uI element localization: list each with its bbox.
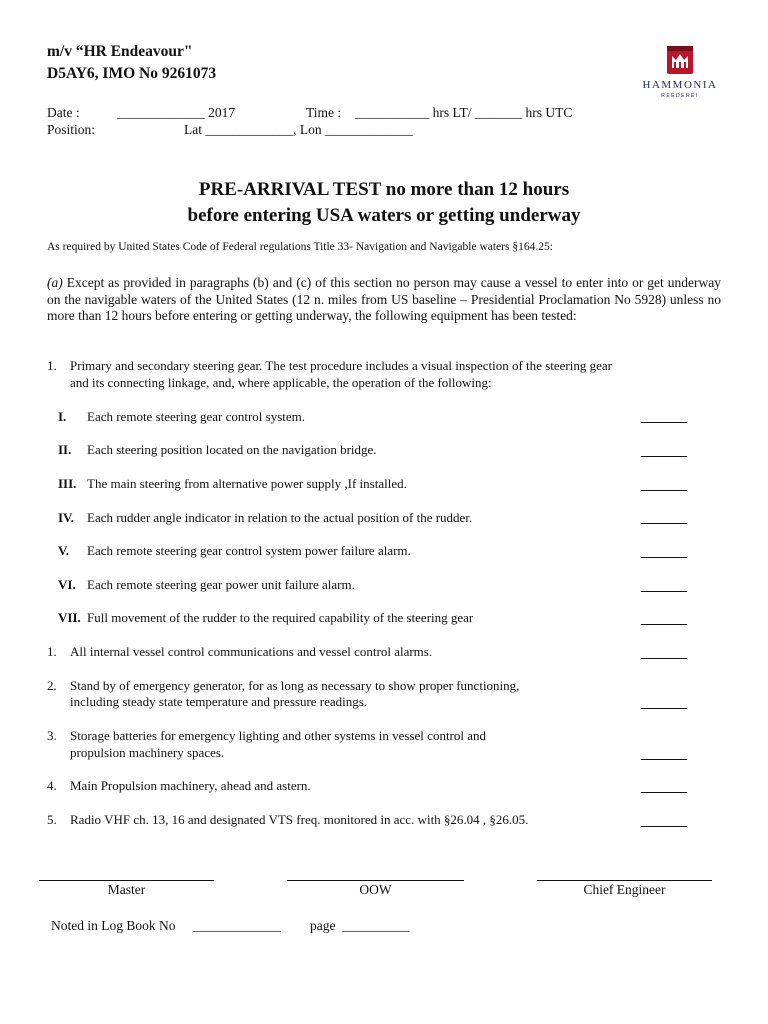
subitem-numeral: IV. (58, 510, 75, 525)
item1-line2: and its connecting linkage, and, where applicable, the operation of the following: (70, 375, 492, 390)
item-line1: All internal vessel control communications and vessel control alarms. (70, 644, 433, 659)
time-label: Time : (306, 105, 342, 120)
regulation-reference: As required by United States Code of Federal regulations Title 33- Navigation and Navigable waters §164.25: (47, 241, 553, 253)
position-label: Position: (47, 122, 96, 137)
page-title-line1: PRE-ARRIVAL TEST no more than 12 hours (198, 179, 570, 200)
paragraph-marker: (a) (47, 275, 63, 290)
hammonia-logo (638, 44, 722, 109)
check-blank[interactable] (641, 658, 687, 659)
item-number: 3. (47, 728, 57, 743)
check-blank[interactable] (641, 624, 687, 625)
vessel-ids: D5AY6, IMO No 9261073 (47, 65, 217, 82)
item1-line1: Primary and secondary steering gear. The test procedure includes a visual inspection of the steering gear (70, 358, 612, 373)
log-book-field[interactable]: _____________ (193, 918, 281, 933)
subitem-numeral: II. (58, 442, 72, 457)
check-blank[interactable] (641, 591, 687, 592)
date-label: Date : (47, 105, 80, 120)
check-blank[interactable] (641, 792, 687, 793)
check-blank[interactable] (641, 826, 687, 827)
item-line2: including steady state temperature and pressure readings. (70, 694, 368, 709)
check-blank[interactable] (641, 708, 687, 709)
check-blank[interactable] (641, 759, 687, 760)
subitem-numeral: VI. (58, 577, 76, 592)
oow-signature-line[interactable] (287, 880, 464, 881)
subitem-text: Each steering position located on the navigation bridge. (87, 442, 377, 457)
subitem-text: Each rudder angle indicator in relation to the actual position of the rudder. (87, 510, 473, 525)
check-blank[interactable] (641, 523, 687, 524)
log-book-label: Noted in Log Book No (51, 918, 176, 933)
oow-label: OOW (359, 882, 392, 897)
master-signature-line[interactable] (39, 880, 214, 881)
page-label: page (310, 918, 336, 933)
chief-engineer-label: Chief Engineer (583, 882, 666, 897)
subitem-text: Each remote steering gear control system power failure alarm. (87, 543, 411, 558)
lat-lon-field[interactable]: Lat _____________, Lon _____________ (184, 122, 413, 137)
subitem-numeral: III. (58, 476, 77, 491)
subitem-text: Each remote steering gear power unit failure alarm. (87, 577, 355, 592)
subitem-numeral: I. (58, 409, 67, 424)
time-field[interactable]: ___________ hrs LT/ _______ hrs UTC (355, 105, 573, 120)
subitem-text: Each remote steering gear control system. (87, 409, 306, 424)
item-number: 5. (47, 812, 57, 827)
item-line1: Stand by of emergency generator, for as long as necessary to show proper functioning, (70, 678, 520, 693)
subitem-text: Full movement of the rudder to the required capability of the steering gear (87, 610, 474, 625)
date-field[interactable]: _____________ 2017 (117, 105, 236, 120)
check-blank[interactable] (641, 456, 687, 457)
vessel-name: m/v “HR Endeavour" (47, 43, 193, 60)
paragraph-text: Except as provided in paragraphs (b) and (c) of this section no person may cause a vessel to enter into or get underway on the navigable waters of the United States (12 n. miles from US baseline – Presidential Proclamation No 5928) unless no more than 12 hours before entering or getting underway, the following equipment has been tested: (47, 275, 721, 324)
item1-number: 1. (47, 358, 57, 373)
item-line1: Main Propulsion machinery, ahead and astern. (70, 778, 311, 793)
item-line2: propulsion machinery spaces. (70, 745, 225, 760)
item-line1: Storage batteries for emergency lighting and other systems in vessel control and (70, 728, 487, 743)
logo-name: HAMMONIA (642, 79, 718, 91)
page-title-line2: before entering USA waters or getting underway (187, 205, 581, 226)
item-number: 1. (47, 644, 57, 659)
item-number: 2. (47, 678, 57, 693)
item-number: 4. (47, 778, 57, 793)
check-blank[interactable] (641, 557, 687, 558)
paragraph-a (47, 275, 721, 325)
check-blank[interactable] (641, 490, 687, 491)
chief-engineer-signature-line[interactable] (537, 880, 712, 881)
subitem-numeral: VII. (58, 610, 81, 625)
subitem-numeral: V. (58, 543, 69, 558)
page-field[interactable]: __________ (342, 918, 410, 933)
item-line1: Radio VHF ch. 13, 16 and designated VTS freq. monitored in acc. with §26.04 , §26.05. (70, 812, 529, 827)
check-blank[interactable] (641, 422, 687, 423)
logo-sub: REEDEREI (661, 93, 699, 99)
subitem-text: The main steering from alternative power supply ,If installed. (87, 476, 407, 491)
master-label: Master (107, 882, 146, 897)
hammonia-emblem-icon (638, 44, 722, 104)
